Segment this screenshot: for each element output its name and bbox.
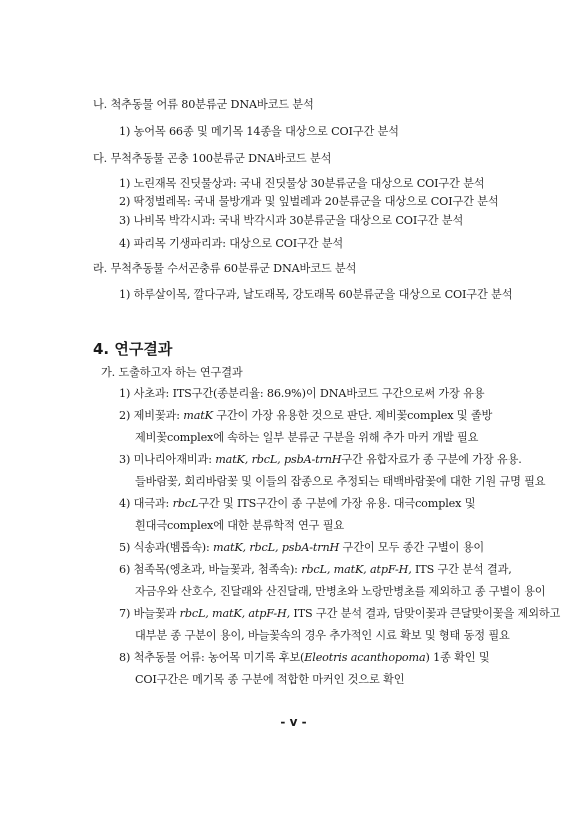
section-na-item-1: 1) 농어목 66종 및 메기목 14종을 대상으로 COI구간 분석 <box>119 125 399 138</box>
result-8-line-1: 8) 척추동물 어류: 농어목 미기록 후보(Eleotris acanthopoma) 1종 확인 및 <box>119 651 490 664</box>
result-8-line-2: COI구간은 메기목 종 구분에 적합한 마커인 것으로 확인 <box>135 673 405 686</box>
result-2-line-2: 제비꽃complex에 속하는 일부 분류군 구분을 위해 추가 마커 개발 필요 <box>135 431 479 444</box>
results-heading: 4. 연구결과 <box>93 340 173 358</box>
result-1: 1) 사초과: ITS구간(종분리율: 86.9%)이 DNA바코드 구간으로써 가장 유용 <box>119 387 485 400</box>
section-ra-title: 라. 무척추동물 수서곤충류 60분류군 DNA바코드 분석 <box>93 262 357 275</box>
result-6-line-2: 자금우와 산호수, 진달래와 산진달래, 만병초와 노랑만병초를 제외하고 종 구별이 용이 <box>135 585 546 598</box>
result-3-line-2: 들바람꽃, 회리바람꽃 및 이들의 잡종으로 추정되는 태백바람꽃에 대한 기원 규명 필요 <box>135 475 546 488</box>
result-7-line-1: 7) 바늘꽃과 rbcL, matK, atpF-H, ITS 구간 분석 결과, 담맞이꽃과 큰달맞이꽃을 제외하고 <box>119 607 561 620</box>
result-6-line-1: 6) 첨족목(엥초과, 바늘꽃과, 첨족속): rbcL, matK, atpF-H, ITS 구간 분석 결과, <box>119 563 512 576</box>
section-da-item-1: 1) 노린재목 진딧물상과: 국내 진딧물상 30분류군을 대상으로 COI구간 분석 <box>119 177 485 190</box>
section-na-title: 나. 척추동물 어류 80분류군 DNA바코드 분석 <box>93 98 314 111</box>
result-4-line-2: 흰대극complex에 대한 분류학적 연구 필요 <box>135 519 345 532</box>
result-4-line-1: 4) 대극과: rbcL구간 및 ITS구간이 종 구분에 가장 유용. 대극complex 및 <box>119 497 476 510</box>
result-5: 5) 식송과(벰롭속): matK, rbcL, psbA-trnH 구간이 모두 종간 구별이 용이 <box>119 541 485 554</box>
result-3-line-1: 3) 미나리아재비과: matK, rbcL, psbA-trnH구간 유합자료가 종 구분에 가장 유용. <box>119 453 522 466</box>
section-da-title: 다. 무척추동물 곤충 100분류군 DNA바코드 분석 <box>93 152 332 165</box>
section-da-item-3: 3) 나비목 박각시과: 국내 박각시과 30분류군을 대상으로 COI구간 분석 <box>119 214 464 227</box>
page-number: - v - <box>280 715 307 729</box>
section-da-item-4: 4) 파리목 기생파리과: 대상으로 COI구간 분석 <box>119 237 344 250</box>
result-7-line-2: 대부분 종 구분이 용이, 바늘꽃속의 경우 추가적인 시료 확보 및 형태 동정 필요 <box>135 629 510 642</box>
result-2-line-1: 2) 제비꽃과: matK 구간이 가장 유용한 것으로 판단. 제비꽃complex 및 졸방 <box>119 409 493 422</box>
section-da-item-2: 2) 딱정벌레목: 국내 물방개과 및 잎벌레과 20분류군을 대상으로 COI구간 분석 <box>119 195 499 208</box>
results-subheading: 가. 도출하고자 하는 연구결과 <box>101 366 243 379</box>
section-ra-item-1: 1) 하루살이목, 깔다구과, 날도래목, 강도래목 60분류군을 대상으로 COI구간 분석 <box>119 288 513 301</box>
